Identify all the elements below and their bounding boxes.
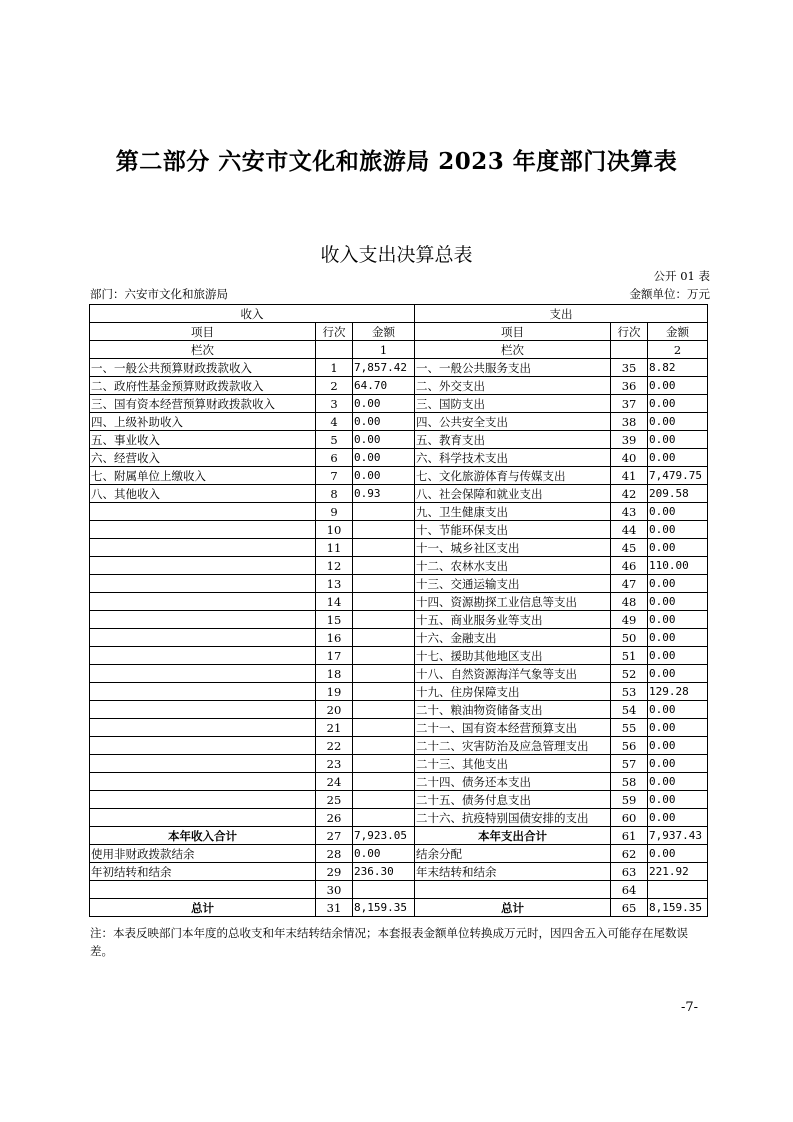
expense-amount-cell: 0.00 <box>648 431 708 449</box>
income-line-cell: 17 <box>316 647 353 665</box>
income-line-cell: 26 <box>316 809 353 827</box>
income-line-cell: 23 <box>316 755 353 773</box>
expense-amount-cell: 8,159.35 <box>648 899 708 917</box>
expense-amount-cell: 0.00 <box>648 521 708 539</box>
expense-item-cell: 四、公共安全支出 <box>415 413 611 431</box>
income-item-cell <box>90 521 316 539</box>
table-row <box>90 827 708 845</box>
expense-item-cell: 二十一、国有资本经营预算支出 <box>415 719 611 737</box>
expense-item-cell: 五、教育支出 <box>415 431 611 449</box>
income-item-cell <box>90 503 316 521</box>
income-amount-cell <box>353 737 415 755</box>
income-amount-cell: 7,857.42 <box>353 359 415 377</box>
column-index-row <box>90 341 708 359</box>
expense-item-cell: 十二、农林水支出 <box>415 557 611 575</box>
table-row <box>90 647 708 665</box>
income-item-cell <box>90 665 316 683</box>
table-title: 收入支出决算总表 <box>320 244 473 266</box>
income-line-index <box>316 341 353 359</box>
income-amount-cell <box>353 791 415 809</box>
income-line-cell: 24 <box>316 773 353 791</box>
expense-amount-cell: 0.00 <box>648 629 708 647</box>
income-line-cell: 5 <box>316 431 353 449</box>
expense-item-cell: 十九、住房保障支出 <box>415 683 611 701</box>
income-item-cell <box>90 575 316 593</box>
table-row <box>90 431 708 449</box>
income-amount-cell: 7,923.05 <box>353 827 415 845</box>
income-amount-cell: 0.00 <box>353 395 415 413</box>
income-amount-cell <box>353 881 415 899</box>
expense-line-cell: 45 <box>611 539 648 557</box>
expense-item-cell: 二十六、抗疫特别国债安排的支出 <box>415 809 611 827</box>
expense-item-header: 项目 <box>415 323 611 341</box>
income-amount-cell: 0.00 <box>353 449 415 467</box>
income-item-cell: 二、政府性基金预算财政拨款收入 <box>90 377 316 395</box>
expense-amount-cell: 110.00 <box>648 557 708 575</box>
table-row <box>90 899 708 917</box>
income-amount-cell: 8,159.35 <box>353 899 415 917</box>
income-amount-cell: 0.00 <box>353 467 415 485</box>
income-line-cell: 8 <box>316 485 353 503</box>
expense-amount-cell: 0.00 <box>648 395 708 413</box>
income-amount-cell <box>353 683 415 701</box>
expense-item-cell: 三、国防支出 <box>415 395 611 413</box>
expense-line-cell: 60 <box>611 809 648 827</box>
expense-amount-cell: 7,479.75 <box>648 467 708 485</box>
income-item-cell <box>90 539 316 557</box>
expense-amount-cell: 0.00 <box>648 755 708 773</box>
form-number: 公开 01 表 <box>653 269 710 283</box>
income-line-cell: 2 <box>316 377 353 395</box>
table-row <box>90 521 708 539</box>
income-item-cell <box>90 701 316 719</box>
table-row <box>90 737 708 755</box>
income-item-cell <box>90 755 316 773</box>
expense-amount-cell: 0.00 <box>648 701 708 719</box>
income-line-cell: 4 <box>316 413 353 431</box>
income-line-cell: 28 <box>316 845 353 863</box>
income-line-cell: 15 <box>316 611 353 629</box>
expense-amount-cell: 0.00 <box>648 719 708 737</box>
income-item-cell: 本年收入合计 <box>90 827 316 845</box>
expense-item-cell: 九、卫生健康支出 <box>415 503 611 521</box>
income-amount-cell <box>353 719 415 737</box>
expense-amount-cell: 0.00 <box>648 413 708 431</box>
expense-item-cell: 结余分配 <box>415 845 611 863</box>
table-row <box>90 881 708 899</box>
expense-item-cell: 二十五、债务付息支出 <box>415 791 611 809</box>
income-line-cell: 25 <box>316 791 353 809</box>
expense-line-cell: 65 <box>611 899 648 917</box>
income-amount-cell <box>353 575 415 593</box>
income-item-cell: 四、上级补助收入 <box>90 413 316 431</box>
income-line-cell: 6 <box>316 449 353 467</box>
expense-line-cell: 42 <box>611 485 648 503</box>
income-line-cell: 9 <box>316 503 353 521</box>
income-item-cell: 七、附属单位上缴收入 <box>90 467 316 485</box>
income-item-cell <box>90 881 316 899</box>
table-row <box>90 413 708 431</box>
income-line-cell: 19 <box>316 683 353 701</box>
expense-line-cell: 47 <box>611 575 648 593</box>
expense-amount-cell: 0.00 <box>648 539 708 557</box>
table-row <box>90 791 708 809</box>
expense-item-cell: 七、文化旅游体育与传媒支出 <box>415 467 611 485</box>
income-item-header: 项目 <box>90 323 316 341</box>
column-header-row <box>90 323 708 341</box>
income-amount-cell: 64.70 <box>353 377 415 395</box>
expense-line-cell: 43 <box>611 503 648 521</box>
expense-amount-cell: 209.58 <box>648 485 708 503</box>
income-item-cell: 总计 <box>90 899 316 917</box>
income-item-cell <box>90 737 316 755</box>
expense-item-cell: 二十、粮油物资储备支出 <box>415 701 611 719</box>
expense-header: 支出 <box>415 305 708 323</box>
income-line-cell: 20 <box>316 701 353 719</box>
expense-amount-cell: 129.28 <box>648 683 708 701</box>
table-row <box>90 629 708 647</box>
expense-amount-cell: 0.00 <box>648 593 708 611</box>
table-row <box>90 395 708 413</box>
table-row <box>90 377 708 395</box>
expense-line-cell: 51 <box>611 647 648 665</box>
expense-line-cell: 46 <box>611 557 648 575</box>
table-row <box>90 467 708 485</box>
expense-amount-cell <box>648 881 708 899</box>
income-amount-cell <box>353 629 415 647</box>
expense-item-cell: 十四、资源勘探工业信息等支出 <box>415 593 611 611</box>
expense-line-cell: 38 <box>611 413 648 431</box>
expense-item-cell: 年末结转和结余 <box>415 863 611 881</box>
expense-line-cell: 63 <box>611 863 648 881</box>
table-row <box>90 683 708 701</box>
income-item-cell: 一、一般公共预算财政拨款收入 <box>90 359 316 377</box>
expense-item-cell: 二十二、灾害防治及应急管理支出 <box>415 737 611 755</box>
expense-line-cell: 58 <box>611 773 648 791</box>
income-amount-cell <box>353 809 415 827</box>
expense-item-cell: 六、科学技术支出 <box>415 449 611 467</box>
income-item-cell <box>90 719 316 737</box>
income-amount-cell <box>353 557 415 575</box>
expense-item-cell: 八、社会保障和就业支出 <box>415 485 611 503</box>
amount-unit-label: 金额单位：万元 <box>629 287 710 301</box>
expense-amount-cell: 221.92 <box>648 863 708 881</box>
income-line-cell: 14 <box>316 593 353 611</box>
expense-amount-cell: 0.00 <box>648 647 708 665</box>
expense-item-cell: 十、节能环保支出 <box>415 521 611 539</box>
income-amount-cell <box>353 755 415 773</box>
income-amount-cell <box>353 521 415 539</box>
expense-line-cell: 40 <box>611 449 648 467</box>
expense-item-cell: 一、一般公共服务支出 <box>415 359 611 377</box>
income-line-cell: 11 <box>316 539 353 557</box>
income-item-cell: 五、事业收入 <box>90 431 316 449</box>
section-header-row <box>90 305 708 323</box>
expense-line-cell: 62 <box>611 845 648 863</box>
expense-line-cell: 55 <box>611 719 648 737</box>
income-expense-table <box>89 304 708 917</box>
footnote: 注：本表反映部门本年度的总收支和年末结转结余情况；本套报表金额单位转换成万元时，因四舍五入可能存在尾数误差。 <box>90 926 688 958</box>
income-amount-cell: 0.00 <box>353 413 415 431</box>
income-amount-cell <box>353 773 415 791</box>
department-label: 部门：六安市文化和旅游局 <box>90 287 228 301</box>
income-amount-cell <box>353 647 415 665</box>
income-line-cell: 1 <box>316 359 353 377</box>
table-row <box>90 773 708 791</box>
table-row <box>90 755 708 773</box>
table-row <box>90 593 708 611</box>
expense-line-cell: 54 <box>611 701 648 719</box>
expense-amount-cell: 8.82 <box>648 359 708 377</box>
expense-column-label: 栏次 <box>415 341 611 359</box>
income-line-cell: 31 <box>316 899 353 917</box>
expense-column-number: 2 <box>648 341 708 359</box>
expense-item-cell <box>415 881 611 899</box>
expense-item-cell: 二十三、其他支出 <box>415 755 611 773</box>
expense-line-cell: 35 <box>611 359 648 377</box>
expense-line-header: 行次 <box>611 323 648 341</box>
expense-amount-cell: 0.00 <box>648 503 708 521</box>
expense-item-cell: 十七、援助其他地区支出 <box>415 647 611 665</box>
income-line-cell: 7 <box>316 467 353 485</box>
income-amount-cell <box>353 539 415 557</box>
table-row <box>90 701 708 719</box>
expense-amount-cell: 7,937.43 <box>648 827 708 845</box>
expense-amount-cell: 0.00 <box>648 449 708 467</box>
income-item-cell <box>90 791 316 809</box>
income-item-cell <box>90 629 316 647</box>
table-row <box>90 863 708 881</box>
income-item-cell <box>90 611 316 629</box>
income-amount-cell <box>353 611 415 629</box>
expense-item-cell: 二十四、债务还本支出 <box>415 773 611 791</box>
expense-amount-cell: 0.00 <box>648 377 708 395</box>
income-amount-cell: 0.00 <box>353 845 415 863</box>
expense-item-cell: 十六、金融支出 <box>415 629 611 647</box>
expense-line-cell: 50 <box>611 629 648 647</box>
income-amount-cell <box>353 503 415 521</box>
income-line-cell: 21 <box>316 719 353 737</box>
expense-item-cell: 十一、城乡社区支出 <box>415 539 611 557</box>
table-row <box>90 845 708 863</box>
table-row <box>90 557 708 575</box>
table-row <box>90 485 708 503</box>
income-line-cell: 16 <box>316 629 353 647</box>
income-item-cell <box>90 809 316 827</box>
income-column-number: 1 <box>353 341 415 359</box>
income-line-cell: 27 <box>316 827 353 845</box>
income-item-cell <box>90 773 316 791</box>
table-row <box>90 449 708 467</box>
expense-line-cell: 44 <box>611 521 648 539</box>
income-amount-cell: 236.30 <box>353 863 415 881</box>
income-item-cell <box>90 593 316 611</box>
expense-line-index <box>611 341 648 359</box>
income-column-label: 栏次 <box>90 341 316 359</box>
income-amount-header: 金额 <box>353 323 415 341</box>
income-item-cell <box>90 557 316 575</box>
expense-amount-cell: 0.00 <box>648 791 708 809</box>
expense-amount-cell: 0.00 <box>648 845 708 863</box>
income-line-cell: 3 <box>316 395 353 413</box>
expense-item-cell: 十三、交通运输支出 <box>415 575 611 593</box>
income-line-cell: 18 <box>316 665 353 683</box>
expense-line-cell: 41 <box>611 467 648 485</box>
expense-line-cell: 53 <box>611 683 648 701</box>
income-amount-cell: 0.00 <box>353 431 415 449</box>
income-item-cell: 六、经营收入 <box>90 449 316 467</box>
expense-line-cell: 48 <box>611 593 648 611</box>
expense-amount-cell: 0.00 <box>648 611 708 629</box>
income-item-cell: 八、其他收入 <box>90 485 316 503</box>
income-amount-cell <box>353 593 415 611</box>
expense-line-cell: 59 <box>611 791 648 809</box>
income-item-cell: 使用非财政拨款结余 <box>90 845 316 863</box>
income-item-cell: 年初结转和结余 <box>90 863 316 881</box>
expense-line-cell: 57 <box>611 755 648 773</box>
expense-amount-cell: 0.00 <box>648 773 708 791</box>
page-title: 第二部分 六安市文化和旅游局 2023 年度部门决算表 <box>115 148 678 175</box>
income-amount-cell <box>353 701 415 719</box>
expense-item-cell: 十八、自然资源海洋气象等支出 <box>415 665 611 683</box>
page-number: -7- <box>680 1000 698 1015</box>
expense-item-cell: 二、外交支出 <box>415 377 611 395</box>
expense-line-cell: 56 <box>611 737 648 755</box>
income-header: 收入 <box>90 305 415 323</box>
expense-line-cell: 49 <box>611 611 648 629</box>
expense-line-cell: 39 <box>611 431 648 449</box>
expense-amount-cell: 0.00 <box>648 575 708 593</box>
expense-item-cell: 本年支出合计 <box>415 827 611 845</box>
table-row <box>90 665 708 683</box>
income-line-cell: 12 <box>316 557 353 575</box>
expense-line-cell: 36 <box>611 377 648 395</box>
income-amount-cell: 0.93 <box>353 485 415 503</box>
table-row <box>90 611 708 629</box>
expense-amount-cell: 0.00 <box>648 737 708 755</box>
table-row <box>90 719 708 737</box>
expense-amount-cell: 0.00 <box>648 809 708 827</box>
expense-item-cell: 十五、商业服务业等支出 <box>415 611 611 629</box>
table-row <box>90 359 708 377</box>
income-line-cell: 29 <box>316 863 353 881</box>
income-item-cell: 三、国有资本经营预算财政拨款收入 <box>90 395 316 413</box>
income-item-cell <box>90 647 316 665</box>
table-row <box>90 503 708 521</box>
expense-item-cell: 总计 <box>415 899 611 917</box>
table-row <box>90 575 708 593</box>
expense-line-cell: 52 <box>611 665 648 683</box>
income-line-cell: 22 <box>316 737 353 755</box>
income-line-header: 行次 <box>316 323 353 341</box>
income-line-cell: 13 <box>316 575 353 593</box>
income-item-cell <box>90 683 316 701</box>
table-row <box>90 539 708 557</box>
expense-line-cell: 37 <box>611 395 648 413</box>
expense-line-cell: 61 <box>611 827 648 845</box>
income-amount-cell <box>353 665 415 683</box>
income-line-cell: 10 <box>316 521 353 539</box>
income-line-cell: 30 <box>316 881 353 899</box>
expense-amount-header: 金额 <box>648 323 708 341</box>
table-row <box>90 809 708 827</box>
expense-amount-cell: 0.00 <box>648 665 708 683</box>
expense-line-cell: 64 <box>611 881 648 899</box>
